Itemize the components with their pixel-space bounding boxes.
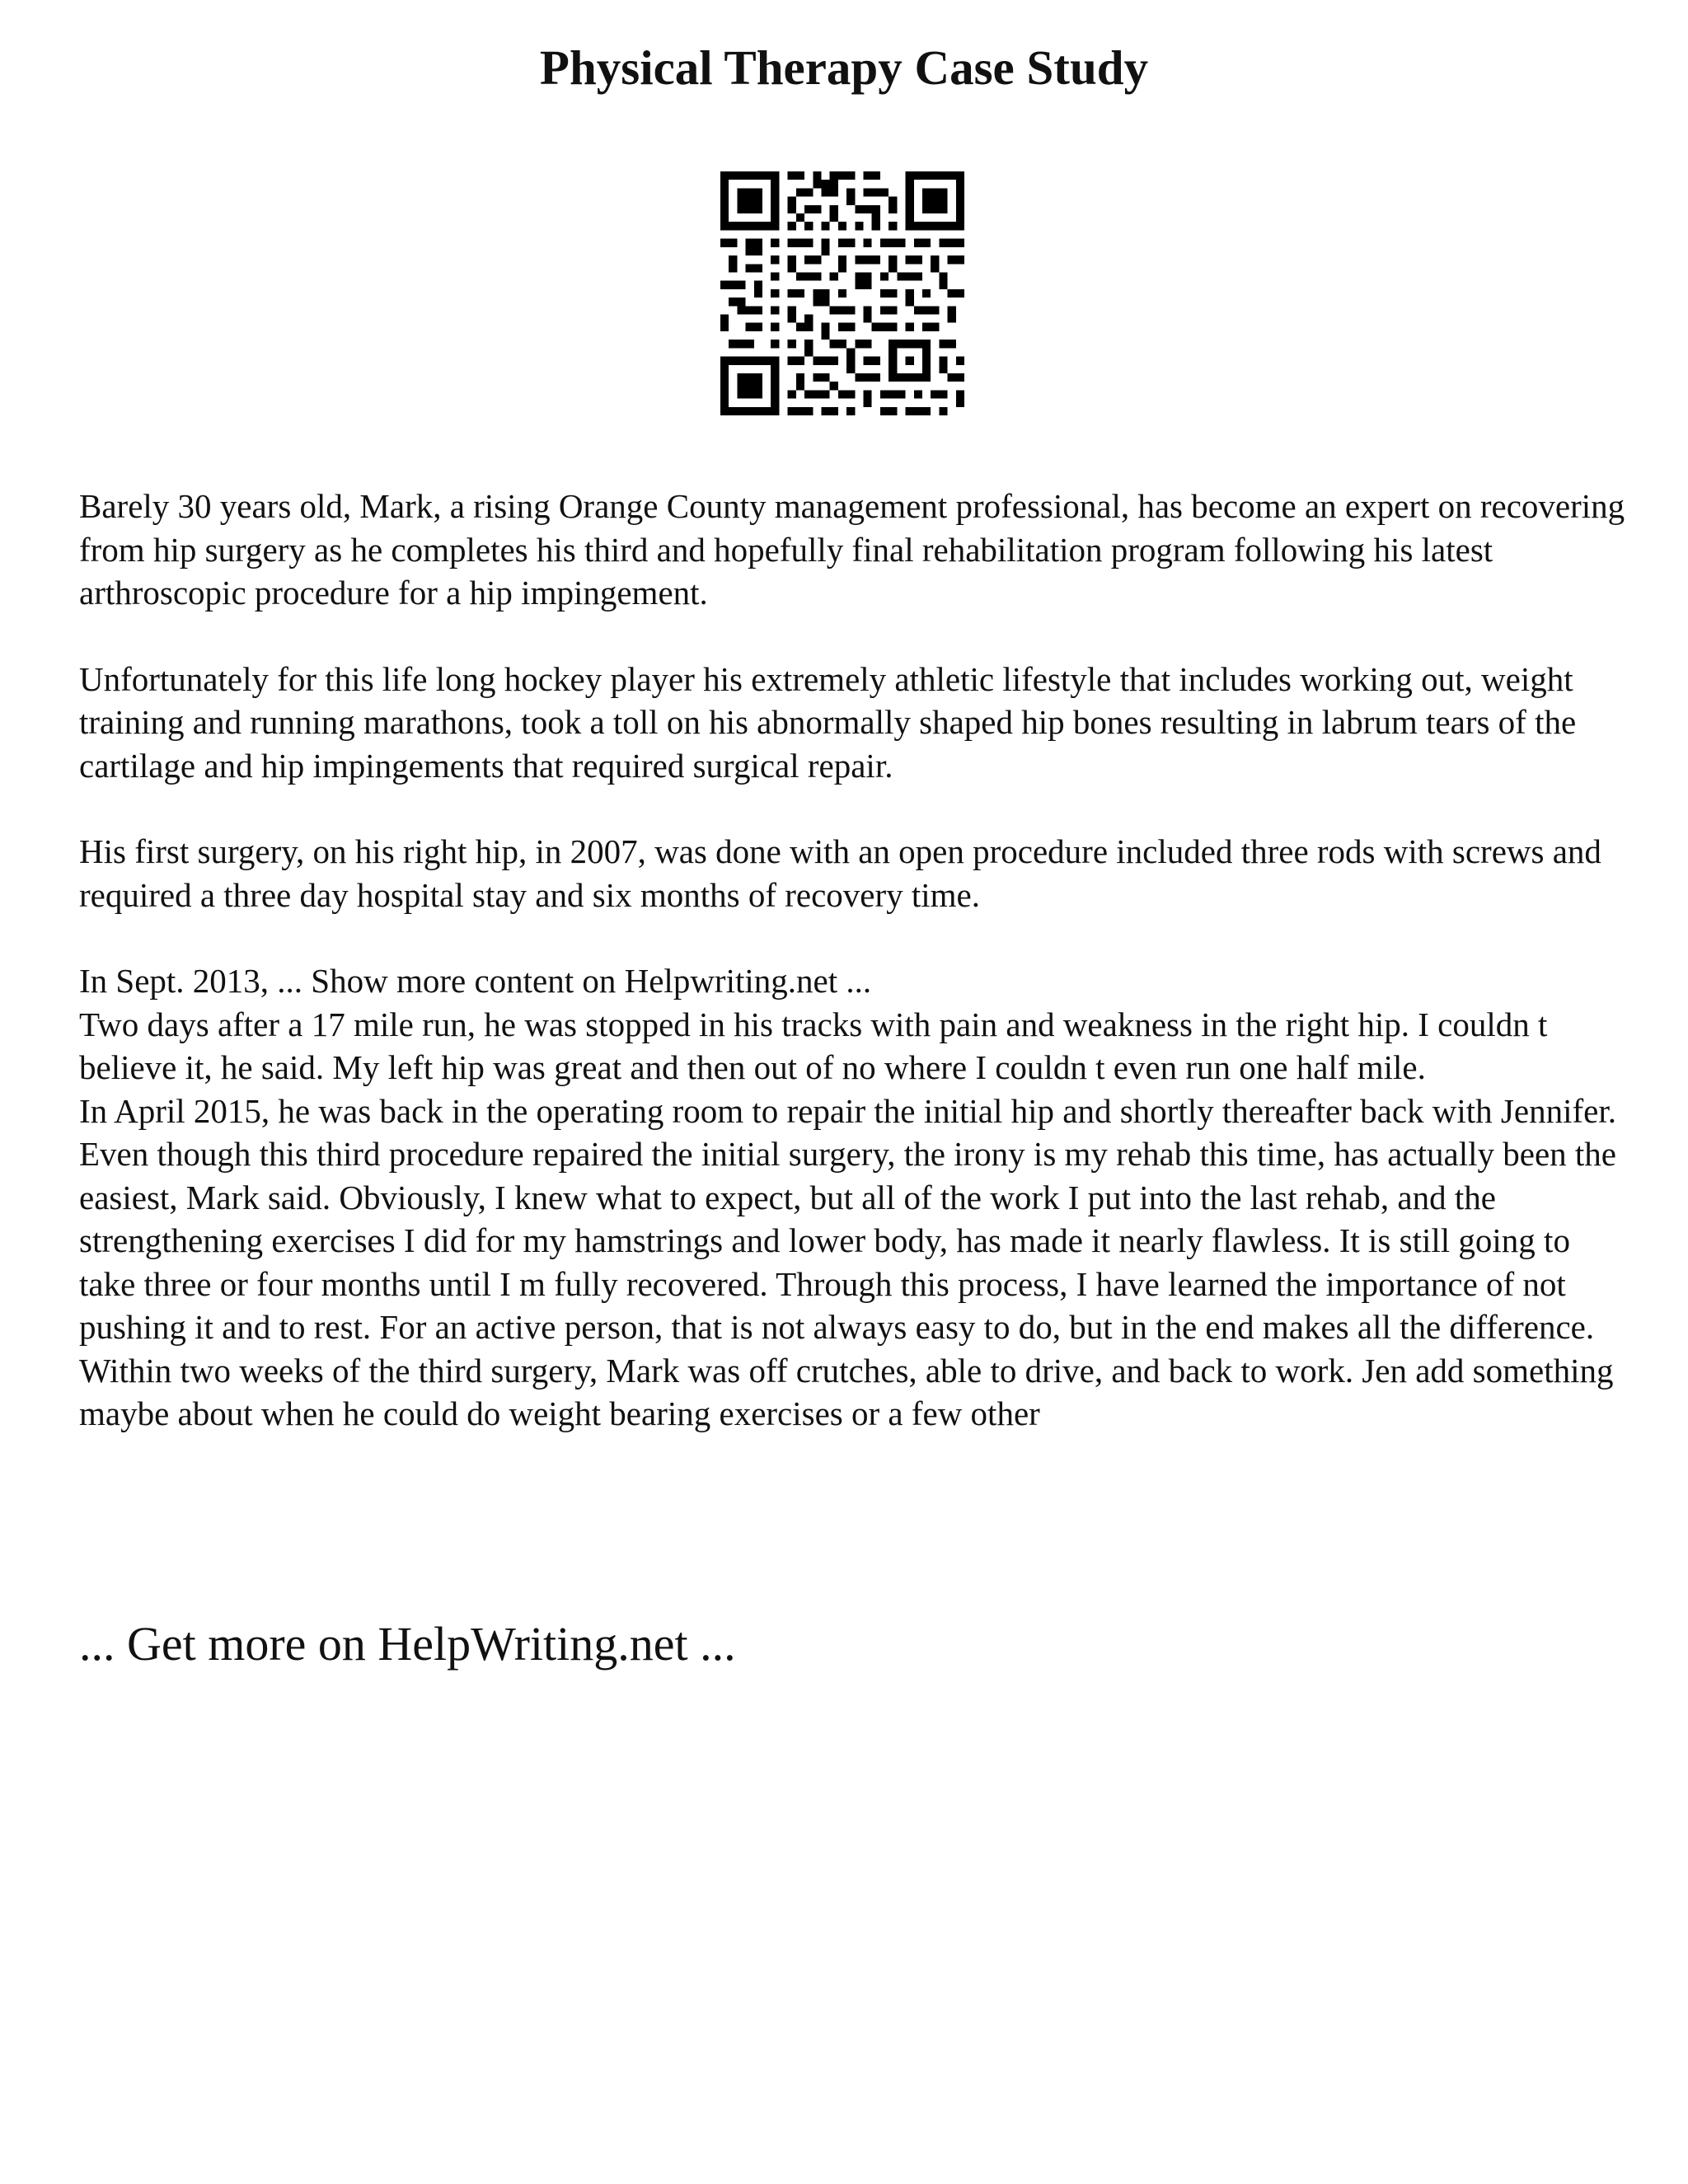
article-body (79, 485, 1629, 1436)
continuation-paragraph: Two days after a 17 mile run, he was stopped in his tracks with pain and weakness in the right hip. I couldn t believe it, he said. My left hip was great and then out of no where I couldn t even run one half mile. (79, 1005, 1548, 1086)
paragraph-first-surgery: His first surgery, on his right hip, in 2007, was done with an open procedure included three rods with screws and required a three day hospital stay and six months of recovery time. (79, 832, 1601, 914)
paragraph-intro: Barely 30 years old, Mark, a rising Orange County management professional, has become an expert on recovering from hip surgery as he completes his third and hopefully final rehabilitation program following his latest arthroscopic procedure for a hip impingement. (79, 487, 1625, 612)
continuation-show-more: In Sept. 2013, ... Show more content on Helpwriting.net ... (79, 962, 872, 1000)
get-more-link[interactable]: ... Get more on HelpWriting.net ... (79, 1617, 736, 1671)
page-title: Physical Therapy Case Study (539, 40, 1149, 95)
paragraph-gap (79, 916, 1629, 959)
continuation-paragraph: Even though this third procedure repaired the initial surgery, the irony is my rehab this time, has actually been the easiest, Mark said. Obviously, I knew what to expect, but all of the work I put into the last rehab, and the strengthening exercises I did for my hamstrings and lower body, has made it nearly flawless. It is still going to take three or four months until I m fully recovered. Through this process, I have learned the importance of not pushing it and to rest. For an active person, that is not always easy to do, but in the end makes all the difference. (79, 1135, 1616, 1346)
paragraph-lifestyle: Unfortunately for this life long hockey player his extremely athletic lifestyle that includes working out, weight training and running marathons, took a toll on his abnormally shaped hip bones resulting in labrum tears of the cartilage and hip impingements that required surgical repair. (79, 659, 1577, 785)
qr-code-icon (720, 171, 964, 415)
continuation-paragraph: In April 2015, he was back in the operating room to repair the initial hip and shortly thereafter back with Jennifer. (79, 1091, 1616, 1130)
paragraph-gap (79, 787, 1629, 830)
paragraph-gap (79, 615, 1629, 658)
continuation-paragraph: Within two weeks of the third surgery, Mark was off crutches, able to drive, and back to work. Jen add something maybe about when he could do weight bearing exercises or a few other (79, 1351, 1614, 1432)
